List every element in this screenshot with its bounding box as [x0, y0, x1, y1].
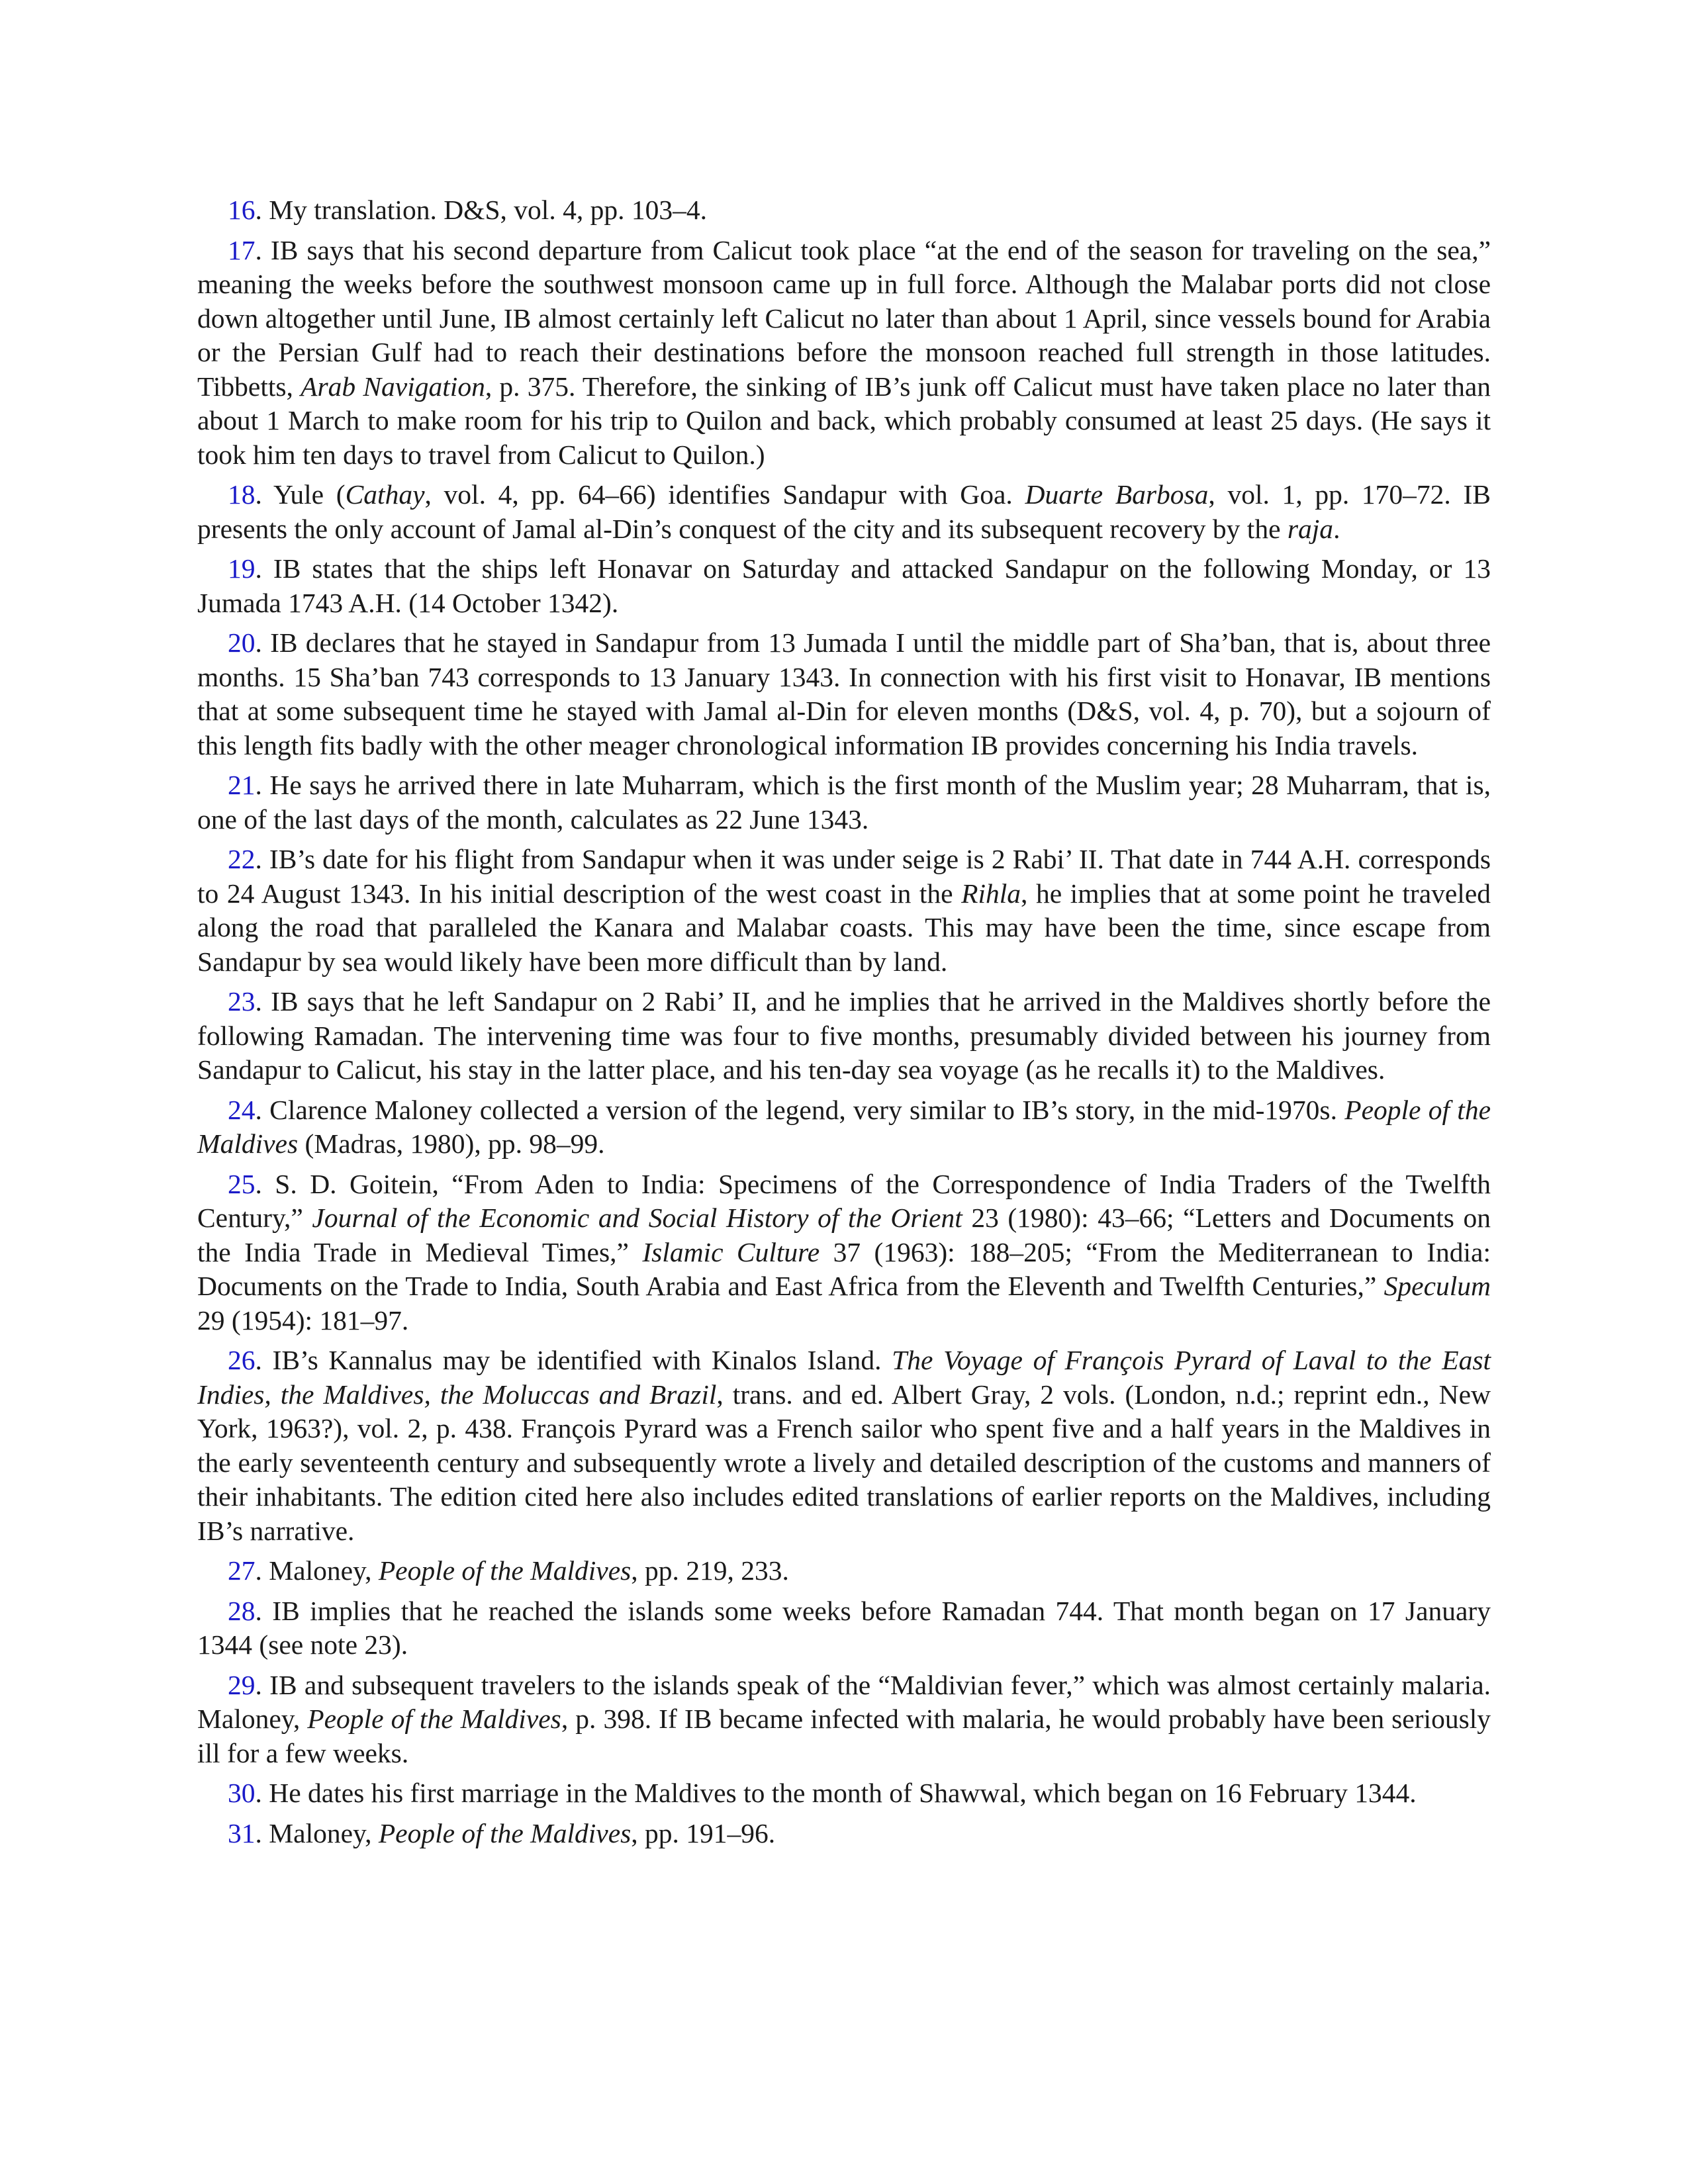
- endnote-italic-text: People of the Maldives: [197, 1094, 1491, 1159]
- endnote: [197, 478, 1491, 546]
- endnote-text: (Madras, 1980), pp. 98–99.: [298, 1128, 605, 1159]
- endnote: [197, 1817, 1491, 1851]
- endnote-text: . IB’s date for his flight from Sandapur when it was under seige is 2 Rabi’ II. That date in 744 A.H. corresponds to 24 August 1343. In his initial description of the west coast in the: [197, 844, 1491, 909]
- endnote-number-link[interactable]: 29: [228, 1669, 256, 1700]
- endnote-text: .: [1333, 513, 1340, 544]
- endnote-number-link[interactable]: 17: [228, 234, 256, 265]
- endnote-text: , p. 375. Therefore, the sinking of IB’s junk off Calicut must have taken place no later than about 1 March to make room for his trip to Quilon and back, which probably consumed at least 25 days. (He says it took him ten days to travel from Calicut to Quilon.): [197, 371, 1491, 470]
- endnote-number-link[interactable]: 16: [228, 195, 256, 225]
- endnote-number-link[interactable]: 18: [228, 479, 256, 510]
- endnote-text: . IB declares that he stayed in Sandapur from 13 Jumada I until the middle part of Sha’ban, that is, about three months. 15 Sha’ban 743 corresponds to 13 January 1343. In connection with his first visit to Honavar, IB mentions that at some subsequent time he stayed with Jamal al-Din for eleven months (D&S, vol. 4, p. 70), but a sojourn of this length fits badly with the other meager chronological information IB provides concerning his India travels.: [197, 627, 1491, 760]
- endnote-italic-text: Arab Navigation: [301, 371, 485, 402]
- endnote-text: . Maloney,: [255, 1555, 379, 1586]
- endnote-text: 23 (1980): 43–66; “Letters and Documents on the India Trade in Medieval Times,”: [197, 1203, 1491, 1267]
- notes-page: [197, 193, 1491, 1856]
- endnote: [197, 985, 1491, 1087]
- endnote-number-link[interactable]: 26: [228, 1345, 256, 1375]
- endnote-number-link[interactable]: 22: [228, 844, 256, 874]
- endnote-italic-text: People of the Maldives: [307, 1704, 561, 1734]
- endnote: [197, 1093, 1491, 1161]
- endnote-number-link[interactable]: 19: [228, 553, 256, 584]
- endnote-text: . Yule (: [255, 479, 346, 510]
- endnote-italic-text: People of the Maldives: [378, 1555, 632, 1586]
- endnote-italic-text: Rihla: [961, 878, 1021, 909]
- endnote-text: . IB says that he left Sandapur on 2 Rabi’ II, and he implies that he arrived in the Maldives shortly before the following Ramadan. The intervening time was four to five months, presumably divided between his journey from Sandapur to Calicut, his stay in the latter place, and his ten-day sea voyage (as he recalls it) to the Maldives.: [197, 986, 1491, 1085]
- endnote-text: . IB’s Kannalus may be identified with Kinalos Island.: [255, 1345, 892, 1375]
- endnote: [197, 626, 1491, 762]
- endnote: [197, 1594, 1491, 1662]
- endnote-text: , pp. 219, 233.: [631, 1555, 789, 1586]
- endnote: [197, 234, 1491, 473]
- endnote-italic-text: raja: [1287, 513, 1334, 544]
- endnote-text: , vol. 1, pp. 170–72. IB presents the only account of Jamal al-Din’s conquest of the city and its subsequent recovery by the: [197, 479, 1491, 544]
- endnote-text: . Maloney,: [255, 1817, 379, 1848]
- endnote-number-link[interactable]: 31: [228, 1817, 256, 1848]
- endnote-text: . IB implies that he reached the islands some weeks before Ramadan 744. That month began on 17 January 1344 (see note 23).: [197, 1595, 1491, 1660]
- endnote-text: . Clarence Maloney collected a version of the legend, very similar to IB’s story, in the mid-1970s.: [255, 1094, 1345, 1125]
- endnote-italic-text: Cathay: [345, 479, 425, 510]
- endnote-italic-text: Islamic Culture: [642, 1236, 820, 1267]
- endnote: [197, 1167, 1491, 1338]
- endnote-number-link[interactable]: 21: [228, 770, 256, 800]
- endnote-text: . IB states that the ships left Honavar on Saturday and attacked Sandapur on the following Monday, or 13 Jumada 1743 A.H. (14 October 1342).: [197, 553, 1491, 618]
- endnote-text: . He says he arrived there in late Muharram, which is the first month of the Muslim year; 28 Muharram, that is, one of the last days of the month, calculates as 22 June 1343.: [197, 770, 1491, 835]
- endnote-text: 37 (1963): 188–205; “From the Mediterranean to India: Documents on the Trade to India, South Arabia and East Africa from the Eleventh and Twelfth Centuries,”: [197, 1236, 1491, 1301]
- endnote-text: . He dates his first marriage in the Maldives to the month of Shawwal, which began on 16 February 1344.: [255, 1778, 1417, 1808]
- endnote: [197, 1343, 1491, 1548]
- endnote-text: , p. 398. If IB became infected with malaria, he would probably have been seriously ill for a few weeks.: [197, 1704, 1491, 1768]
- endnote: [197, 1776, 1491, 1811]
- endnote: [197, 842, 1491, 979]
- endnote-number-link[interactable]: 27: [228, 1555, 256, 1586]
- endnote-text: , trans. and ed. Albert Gray, 2 vols. (London, n.d.; reprint edn., New York, 1963?), vol. 2, p. 438. François Pyrard was a French sailor who spent five and a half years in the Maldives in the early seventeenth century and subsequently wrote a lively and detailed description of the customs and manners of their inhabitants. The edition cited here also includes edited translations of earlier reports on the Maldives, including IB’s narrative.: [197, 1379, 1491, 1546]
- endnote-italic-text: Journal of the Economic and Social History of the Orient: [312, 1203, 962, 1233]
- endnote-number-link[interactable]: 24: [228, 1094, 256, 1125]
- endnote-text: , vol. 4, pp. 64–66) identifies Sandapur with Goa.: [424, 479, 1025, 510]
- endnote-number-link[interactable]: 20: [228, 627, 256, 658]
- endnote-text: 29 (1954): 181–97.: [197, 1304, 409, 1336]
- endnote-number-link[interactable]: 28: [228, 1595, 256, 1626]
- endnote-italic-text: Duarte Barbosa: [1025, 479, 1209, 510]
- endnote-text: . My translation. D&S, vol. 4, pp. 103–4.: [255, 195, 707, 225]
- endnote-italic-text: People of the Maldives: [378, 1817, 632, 1848]
- endnote: [197, 552, 1491, 620]
- endnote: [197, 193, 1491, 228]
- endnote-number-link[interactable]: 30: [228, 1778, 256, 1808]
- endnote-text: . S. D. Goitein, “From Aden to India: Specimens of the Correspondence of India Traders of the Twelfth Century,”: [197, 1168, 1491, 1233]
- endnote-text: , he implies that at some point he traveled along the road that paralleled the Kanara and Malabar coasts. This may have been the time, since escape from Sandapur by sea would likely have been more difficult than by land.: [197, 878, 1491, 977]
- endnote-text: . IB and subsequent travelers to the islands speak of the “Maldivian fever,” which was almost certainly malaria. Maloney,: [197, 1669, 1491, 1734]
- endnote: [197, 1554, 1491, 1588]
- endnote-text: . IB says that his second departure from Calicut took place “at the end of the season for traveling on the sea,” meaning the weeks before the southwest monsoon came up in full force. Although the Malabar ports did not close down altogether until June, IB almost certainly left Calicut no later than about 1 April, since vessels bound for Arabia or the Persian Gulf had to reach their destinations before the monsoon reached full strength in those latitudes. Tibbetts,: [197, 234, 1491, 402]
- endnote-text: , pp. 191–96.: [631, 1817, 776, 1848]
- endnote: [197, 1668, 1491, 1771]
- endnote-italic-text: Speculum: [1383, 1271, 1491, 1301]
- endnote-number-link[interactable]: 23: [228, 986, 256, 1017]
- endnote-number-link[interactable]: 25: [228, 1168, 256, 1199]
- endnote: [197, 768, 1491, 837]
- endnote-italic-text: The Voyage of François Pyrard of Laval to the East Indies, the Maldives, the Moluccas and Brazil: [197, 1345, 1491, 1410]
